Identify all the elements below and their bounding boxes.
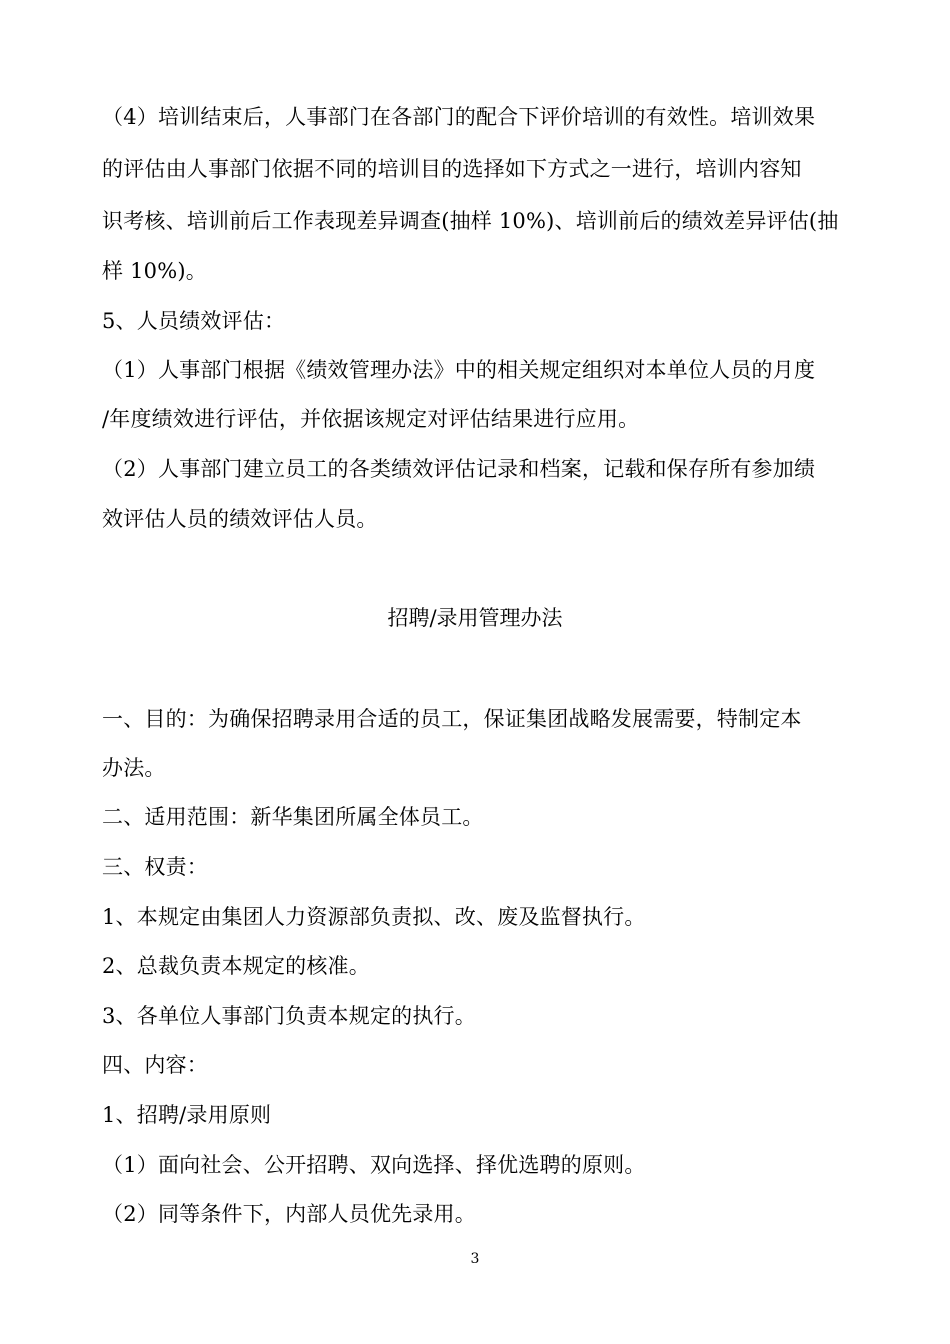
paragraph-line: 的评估由人事部门依据不同的培训目的选择如下方式之一进行，培训内容知 [102,157,802,181]
paragraph-line: （1）面向社会、公开招聘、双向选择、择优选聘的原则。 [102,1153,646,1177]
paragraph-line: 效评估人员的绩效评估人员。 [102,507,378,531]
paragraph-line: 识考核、培训前后工作表现差异调查(抽样 10%)、培训前后的绩效差异评估(抽 [102,209,839,233]
paragraph-line: 5、人员绩效评估： [102,309,286,333]
paragraph-line: 3、各单位人事部门负责本规定的执行。 [102,1004,476,1028]
paragraph-line: （2）同等条件下，内部人员优先录用。 [102,1202,476,1226]
paragraph-line: 办法。 [102,756,166,780]
paragraph-line: （2）人事部门建立员工的各类绩效评估记录和档案，记载和保存所有参加绩 [102,457,816,481]
section-title: 招聘/录用管理办法 [387,606,563,630]
paragraph-line: 2、总裁负责本规定的核准。 [102,954,370,978]
paragraph-line: 四、内容： [102,1053,208,1077]
paragraph-line: /年度绩效进行评估，并依据该规定对评估结果进行应用。 [102,407,640,431]
paragraph-line: 1、招聘/录用原则 [102,1103,272,1127]
paragraph-line: （4）培训结束后，人事部门在各部门的配合下评价培训的有效性。培训效果 [102,105,816,129]
paragraph-line: （1）人事部门根据《绩效管理办法》中的相关规定组织对本单位人员的月度 [102,358,816,382]
paragraph-line: 二、适用范围：新华集团所属全体员工。 [102,805,484,829]
paragraph-line: 一、目的：为确保招聘录用合适的员工，保证集团战略发展需要，特制定本 [102,707,802,731]
page-number: 3 [470,1251,480,1267]
paragraph-line: 样 10%)。 [102,259,207,283]
paragraph-line: 1、本规定由集团人力资源部负责拟、改、废及监督执行。 [102,905,646,929]
paragraph-line: 三、权责： [102,855,208,879]
